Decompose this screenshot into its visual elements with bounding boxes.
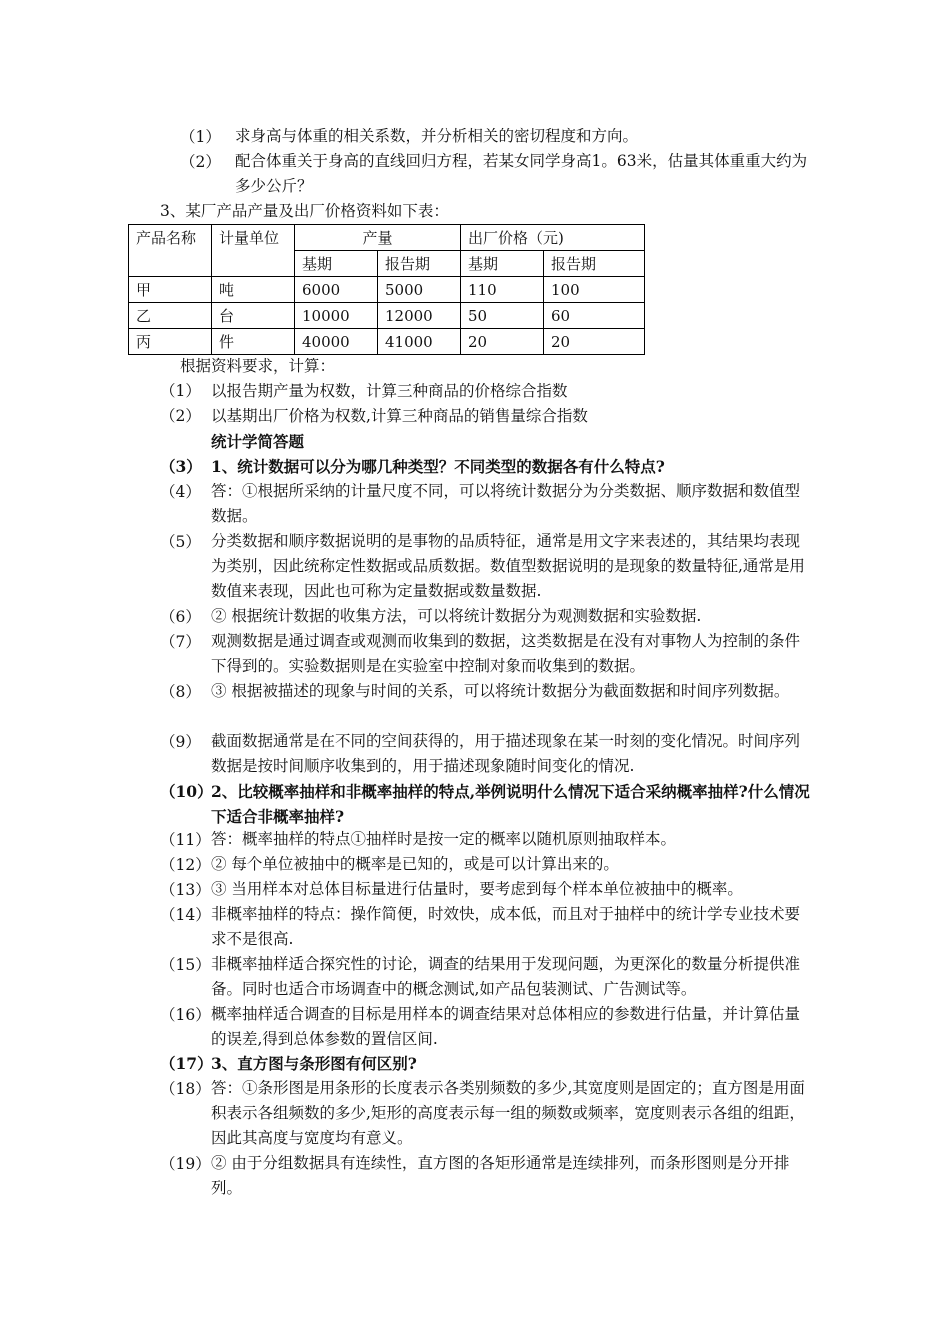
table-cell: 20 (461, 329, 544, 355)
item-number: （8） (160, 683, 201, 701)
item-text: ③ 根据被描述的现象与时间的关系，可以将统计数据分为截面数据和时间序列数据。 (211, 682, 790, 700)
table-cell: 50 (461, 303, 544, 329)
task-number: （2） (160, 407, 201, 425)
header-price: 出厂价格（元) (461, 225, 645, 251)
item-text: ③ 当用样本对总体目标量进行估量时，要考虑到每个样本单位被抽中的概率。 (211, 880, 743, 898)
header-report-period: 报告期 (378, 251, 461, 277)
item-text: ② 每个单位被抽中的概率是已知的，或是可以计算出来的。 (211, 855, 619, 873)
item-number: （4） (160, 483, 201, 501)
item-number: （19） (160, 1155, 211, 1173)
header-unit: 计量单位 (212, 225, 295, 277)
table-cell: 6000 (295, 277, 378, 303)
intro-question-text: 求身高与体重的相关系数，并分析相关的密切程度和方向。 (235, 127, 639, 145)
product-price-table (128, 224, 645, 355)
item-number: （18） (160, 1080, 211, 1098)
header-product-name: 产品名称 (129, 225, 212, 277)
item-text: 概率抽样适合调查的目标是用样本的调查结果对总体相应的参数进行估量，并计算估量的误差,得到总体参数的置信区间. (211, 1005, 801, 1048)
table-cell: 41000 (378, 329, 461, 355)
task-text: 以基期出厂价格为权数,计算三种商品的销售量综合指数 (211, 407, 588, 425)
item-text: ② 由于分组数据具有连续性，直方图的各矩形通常是连续排列，而条形图则是分开排列。 (211, 1154, 790, 1197)
table-cell: 100 (544, 277, 645, 303)
item-text: 非概率抽样适合探究性的讨论，调查的结果用于发现问题，为更深化的数量分析提供准备。同时也适合市场调查中的概念测试,如产品包装测试、广告测试等。 (211, 955, 801, 998)
item-number: （16） (160, 1006, 211, 1024)
table-cell: 甲 (129, 277, 212, 303)
item-text: 1、统计数据可以分为哪几种类型？不同类型的数据各有什么特点? (211, 457, 665, 476)
table-cell: 10000 (295, 303, 378, 329)
item-text: 截面数据通常是在不同的空间获得的，用于描述现象在某一时刻的变化情况。时间序列数据是按时间顺序收集到的，用于描述现象随时间变化的情况. (211, 732, 801, 775)
item-number: （13） (160, 881, 211, 899)
item-number: （12） (160, 856, 211, 874)
item-text: 答：概率抽样的特点①抽样时是按一定的概率以随机原则抽取样本。 (211, 830, 677, 848)
table-row (129, 277, 645, 303)
item-text: 3、直方图与条形图有何区别? (211, 1054, 417, 1073)
item-number: （17） (160, 1054, 213, 1073)
table-cell: 台 (212, 303, 295, 329)
requirement-text: 根据资料要求，计算： (180, 357, 336, 375)
problem-3-title: 3、某厂产品产量及出厂价格资料如下表： (160, 202, 449, 220)
item-number: （14） (160, 906, 211, 924)
intro-number: （1） (180, 128, 221, 146)
table-cell: 12000 (378, 303, 461, 329)
table-cell: 件 (212, 329, 295, 355)
item-text: 答：①条形图是用条形的长度表示各类别频数的多少,其宽度则是固定的；直方图是用面积表示各组频数的多少,矩形的高度表示每一组的频数或频率，宽度则表示各组的组距，因此其高度与宽度均有意义。 (211, 1079, 805, 1147)
table-cell: 吨 (212, 277, 295, 303)
item-number: （5） (160, 533, 201, 551)
intro-number: （2） (180, 153, 221, 171)
section-title: 统计学简答题 (211, 432, 305, 451)
table-cell: 丙 (129, 329, 212, 355)
table-row (129, 303, 645, 329)
table-cell: 60 (544, 303, 645, 329)
intro-question-text: 配合体重关于身高的直线回归方程，若某女同学身高1。63米，估量其体重重大约为多少公斤？ (235, 152, 808, 195)
header-base-period: 基期 (295, 251, 378, 277)
task-number: （1） (160, 382, 201, 400)
item-number: （6） (160, 608, 201, 626)
item-number: （9） (160, 733, 201, 751)
table-cell: 20 (544, 329, 645, 355)
item-number: （15） (160, 956, 211, 974)
item-text: 非概率抽样的特点：操作简便，时效快，成本低，而且对于抽样中的统计学专业技术要求不是很高. (211, 905, 801, 948)
item-text: 分类数据和顺序数据说明的是事物的品质特征，通常是用文字来表述的，其结果均表现为类别，因此统称定性数据或品质数据。数值型数据说明的是现象的数量特征,通常是用数值来表现，因此也可称为定量数据或数量数据. (211, 532, 805, 600)
header-output: 产量 (295, 225, 461, 251)
table-cell: 110 (461, 277, 544, 303)
item-text: 观测数据是通过调查或观测而收集到的数据，这类数据是在没有对事物人为控制的条件下得到的。实验数据则是在实验室中控制对象而收集到的数据。 (211, 632, 801, 675)
item-number: （3） (160, 457, 202, 476)
item-text: 2、比较概率抽样和非概率抽样的特点,举例说明什么情况下适合采纳概率抽样?什么情况下适合非概率抽样? (211, 782, 810, 826)
item-number: （7） (160, 633, 201, 651)
table-row (129, 329, 645, 355)
item-number: （10） (160, 782, 213, 801)
header-base-period: 基期 (461, 251, 544, 277)
table-cell: 乙 (129, 303, 212, 329)
item-text: 答：①根据所采纳的计量尺度不同，可以将统计数据分为分类数据、顺序数据和数值型数据。 (211, 482, 801, 525)
table-cell: 5000 (378, 277, 461, 303)
header-report-period: 报告期 (544, 251, 645, 277)
table-cell: 40000 (295, 329, 378, 355)
item-text: ② 根据统计数据的收集方法，可以将统计数据分为观测数据和实验数据. (211, 607, 702, 625)
task-text: 以报告期产量为权数，计算三种商品的价格综合指数 (211, 382, 568, 400)
item-number: （11） (160, 831, 211, 849)
